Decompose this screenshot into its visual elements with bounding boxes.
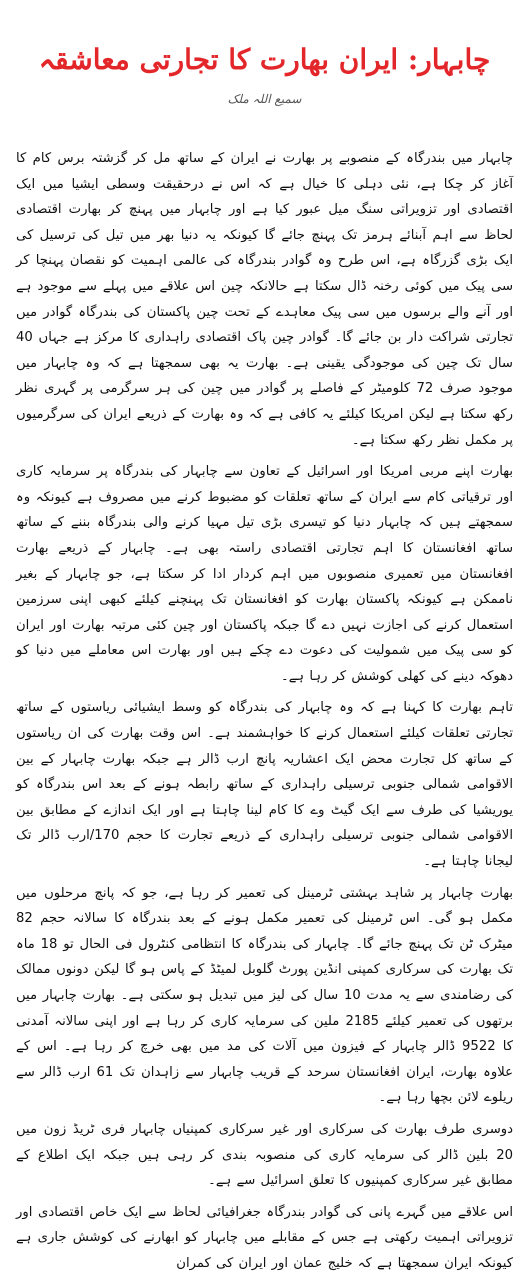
article-title: چابہار: ایران بھارت کا تجارتی معاشقہ: [38, 43, 491, 76]
article-paragraph: اس علاقے میں گہرے پانی کی گوادر بندرگاہ جغرافیائی لحاظ سے ایک خاص اقتصادی اور تزویراتی اہمیت رکھتی ہے جس کے مقابلے میں چابہار کو ابھارنے کی کوشش جاری ہے کیونکہ ایران سمجھتا ہے کہ خلیج عمان اور ایران کی کمران: [16, 1204, 513, 1271]
article-paragraph: بھارت اپنے مربی امریکا اور اسرائیل کے تعاون سے چابہار کی بندرگاہ پر سرمایہ کاری اور ترقیاتی کام سے ایران کے ساتھ تعلقات کو مضبوط کرنے میں مصروف ہے کیونکہ وہ سمجھتے ہیں کہ چابہار دنیا کو تیسری بڑی تیل مہیا کرنے والی بندرگاہ بننے کے ساتھ ساتھ افغانستان کا اہم تجارتی اقتصادی راستہ بھی ہے۔ چابہار کے ذریعے بھارت افغانستان میں تعمیری منصوبوں میں اہم کردار ادا کر سکتا ہے، جو چابہار کے بغیر ناممکن ہے کیونکہ پاکستان بھارت کو افغانستان تک پہنچنے کیلئے کبھی اپنی سرزمین استعمال کرنے کی اجازت نہیں دے گا جبکہ پاکستان اور چین کئی مرتبہ بھارت اور ایران کو سی پیک میں شمولیت کی دعوت دے چکے ہیں اور بھارت اس معاملے میں دنیا کو دھوکہ دینے کی کھلی کوشش کر رہا ہے۔: [16, 464, 513, 684]
author-byline: سمیع اللہ ملک: [227, 92, 302, 106]
article-paragraph: دوسری طرف بھارت کی سرکاری اور غیر سرکاری کمپنیاں چابہار فری ٹریڈ زون میں 20 بلین ڈالر کی سرمایہ کاری کی منصوبہ بندی کر رہی ہیں جبکہ ایک اطلاع کے مطابق غیر سرکاری کمپنیوں کا تعلق اسرائیل سے ہے۔: [16, 1121, 513, 1189]
article-paragraph: تاہم بھارت کا کہنا ہے کہ وہ چابہار کی بندرگاہ کو وسط ایشیائی ریاستوں کے ساتھ تجارتی تعلقات کیلئے استعمال کرنے کا خواہشمند ہے۔ اس وقت بھارت کی ان ریاستوں کے ساتھ کل تجارت محض ایک اعشاریہ پانچ ارب ڈالر ہے جبکہ بھارت چابہار کے بین الاقوامی شمالی جنوبی ترسیلی راہداری کے ساتھ رابطہ ہونے کے بعد اس بندرگاہ کو یوریشیا کی طرف سے ایک گیٹ وے کا کام لینا چاہتا ہے اور ایک اندازے کے مطابق بین الاقوامی شمالی جنوبی ترسیلی راہداری کے ذریعے تجارت کا حجم 170/ارب ڈالر تک لیجانا چاہتا ہے۔: [16, 700, 513, 870]
article-paragraph: چابہار میں بندرگاہ کے منصوبے پر بھارت نے ایران کے ساتھ مل کر گزشتہ برس کام کا آغاز کر چکا ہے، نئی دہلی کا خیال ہے کہ اس نے درحقیقت وسطی ایشیا میں ایک اقتصادی اور تزویراتی سنگ میل عبور کیا ہے اور چابہار میں پہنچ کر بھارت اقتصادی لحاظ سے اہم آبنائے ہرمز تک پہنچ جائے گا کیونکہ یہ دنیا بھر میں تیل کی ترسیل کی ایک بڑی گزرگاہ ہے، اس طرح وہ گوادر بندرگاہ کی عالمی اہمیت کو نقصان پہنچا کر سی پیک میں کوئی رخنہ ڈال سکتا ہے حالانکہ چین اس علاقے میں پہلے سے موجود ہے اور آنے والے برسوں میں سی پیک معاہدے کے تحت چین پاکستان کی بندرگاہ گوادر میں تجارتی شراکت دار بن جائے گا۔ گوادر چین پاک اقتصادی راہداری کا مرکز ہے جہاں 40 سال تک چین کی موجودگی یقینی ہے۔ بھارت یہ بھی سمجھتا ہے کہ وہ چابہار میں موجود صرف 72 کلومیٹر کے فاصلے پر گوادر میں چین کی ہر سرگرمی پر گہری نظر رکھ سکتا ہے لیکن امریکا کیلئے یہ کافی ہے کہ وہ بھارت کے ذریعے ایران کی سرگرمیوں پر مکمل نظر رکھ سکتا ہے۔: [16, 151, 513, 448]
article-body: [16, 146, 513, 1277]
article-paragraph: بھارت چابہار پر شاہد بہشتی ٹرمینل کی تعمیر کر رہا ہے، جو کہ پانچ مرحلوں میں مکمل ہو گی۔ اس ٹرمینل کی تعمیر مکمل ہونے کے بعد بندرگاہ کا سالانہ حجم 82 میٹرک ٹن تک پہنچ جائے گا۔ چابہار کی بندرگاہ کا انتظامی کنٹرول فی الحال تو 18 ماہ تک بھارت کی سرکاری کمپنی انڈین پورٹ گلوبل لمیٹڈ کے پاس ہو گا لیکن دونوں ممالک کی رضامندی سے یہ مدت 10 سال کی لیز میں تبدیل ہو سکتی ہے۔ بھارت چابہار میں برتھوں کی تعمیر کیلئے 2185 ملین کی سرمایہ کاری کر رہا ہے اور اپنی سالانہ آمدنی کا 9522 ڈالر چابہار کے فیزون میں آلات کی مد میں بھی خرچ کر رہا ہے۔ اس کے علاوہ بھارت، ایران افغانستان سرحد کے قریب چابہار سے زاہدان تک 61 ارب ڈالر سے ریلوے لائن بچھا رہا ہے۔: [16, 885, 513, 1106]
